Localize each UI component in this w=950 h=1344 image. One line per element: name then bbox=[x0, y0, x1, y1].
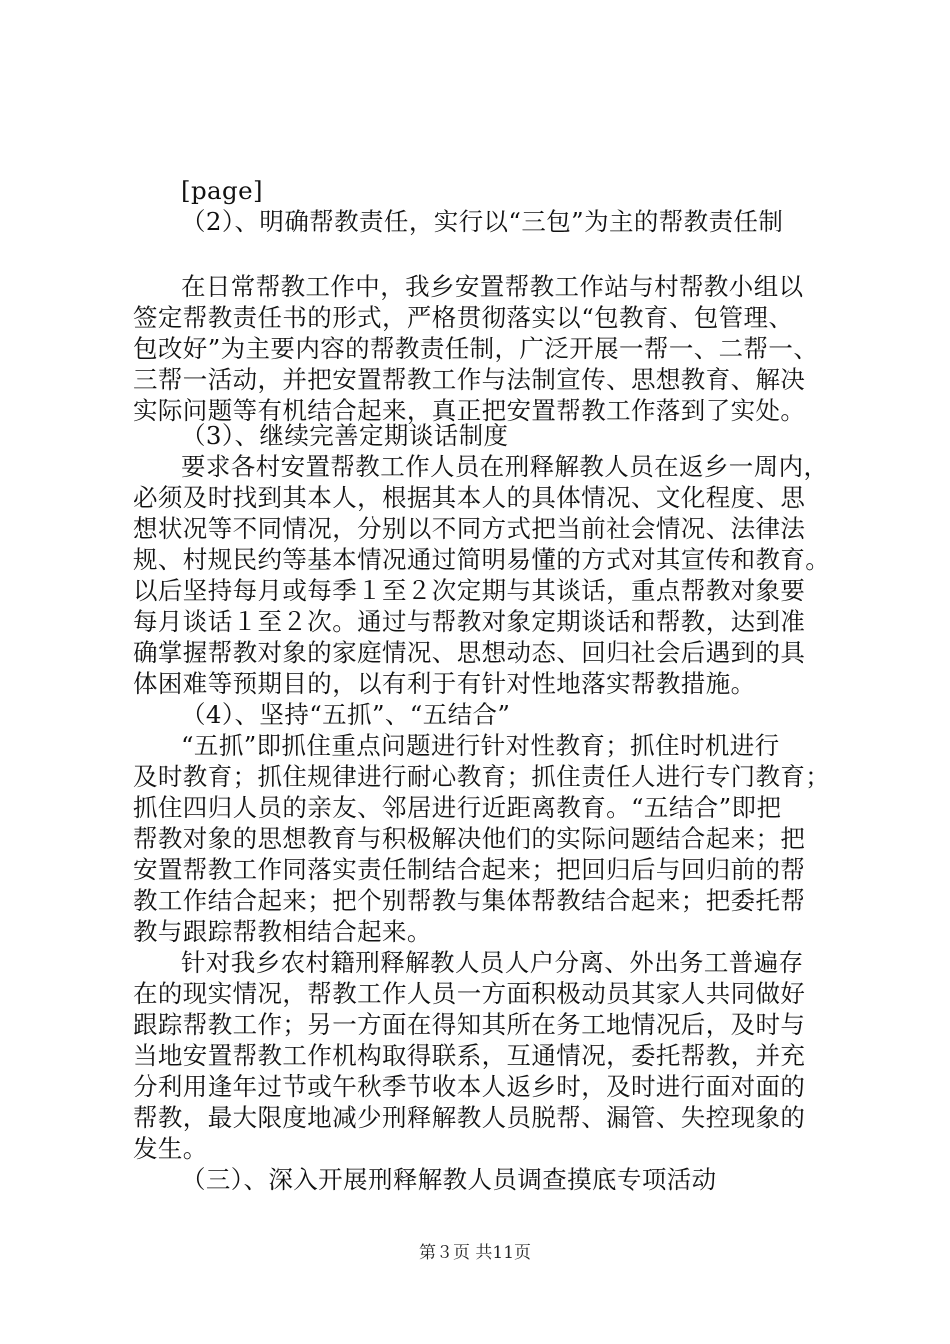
paragraph-2-line-6: 每月谈话１至２次。通过与帮教对象定期谈话和帮教，达到准 bbox=[133, 607, 806, 636]
paragraph-4-line-3: 跟踪帮教工作；另一方面在得知其所在务工地情况后，及时与 bbox=[133, 1010, 806, 1039]
paragraph-3-line-7: 教与跟踪帮教相结合起来。 bbox=[133, 917, 432, 946]
section-heading-3: （三）、深入开展刑释解教人员调查摸底专项活动 bbox=[181, 1165, 717, 1194]
paragraph-1-line-3: 包改好”为主要内容的帮教责任制，广泛开展一帮一、二帮一、 bbox=[133, 334, 819, 363]
paragraph-2-line-4: 规、村规民约等基本情况通过简明易懂的方式对其宣传和教育。 bbox=[133, 545, 831, 574]
subheading-2: （2）、明确帮教责任，实行以“三包”为主的帮教责任制 bbox=[181, 207, 784, 236]
subheading-4: （4）、坚持“五抓”、“五结合” bbox=[181, 700, 511, 729]
paragraph-3-line-3: 抓住四归人员的亲友、邻居进行近距离教育。“五结合”即把 bbox=[133, 793, 782, 822]
paragraph-1-line-1: 在日常帮教工作中，我乡安置帮教工作站与村帮教小组以 bbox=[181, 272, 804, 301]
subheading-3: （3）、继续完善定期谈话制度 bbox=[181, 421, 509, 450]
paragraph-1-line-5: 实际问题等有机结合起来，真正把安置帮教工作落到了实处。 bbox=[133, 396, 806, 425]
paragraph-2-line-2: 必须及时找到其本人，根据其本人的具体情况、文化程度、思 bbox=[133, 483, 806, 512]
paragraph-2-line-8: 体困难等预期目的，以有利于有针对性地落实帮教措施。 bbox=[133, 669, 756, 698]
paragraph-3-line-4: 帮教对象的思想教育与积极解决他们的实际问题结合起来；把 bbox=[133, 824, 806, 853]
paragraph-3-line-6: 教工作结合起来；把个别帮教与集体帮教结合起来；把委托帮 bbox=[133, 886, 806, 915]
paragraph-3-line-1: “五抓”即抓住重点问题进行针对性教育；抓住时机进行 bbox=[181, 731, 780, 760]
paragraph-2-line-5: 以后坚持每月或每季１至２次定期与其谈话，重点帮教对象要 bbox=[133, 576, 806, 605]
paragraph-3-line-5: 安置帮教工作同落实责任制结合起来；把回归后与回归前的帮 bbox=[133, 855, 806, 884]
paragraph-4-line-6: 帮教，最大限度地减少刑释解教人员脱帮、漏管、失控现象的 bbox=[133, 1103, 806, 1132]
page-footer: 第３页 共11页 bbox=[418, 1243, 532, 1263]
paragraph-4-line-4: 当地安置帮教工作机构取得联系，互通情况，委托帮教，并充 bbox=[133, 1041, 806, 1070]
page-marker: [page] bbox=[181, 176, 263, 205]
paragraph-4-line-7: 发生。 bbox=[133, 1134, 208, 1163]
paragraph-4-line-2: 在的现实情况，帮教工作人员一方面积极动员其家人共同做好 bbox=[133, 979, 806, 1008]
paragraph-1-line-2: 签定帮教责任书的形式，严格贯彻落实以“包教育、包管理、 bbox=[133, 303, 794, 332]
paragraph-2-line-7: 确掌握帮教对象的家庭情况、思想动态、回归社会后遇到的具 bbox=[133, 638, 806, 667]
paragraph-2-line-1: 要求各村安置帮教工作人员在刑释解教人员在返乡一周内， bbox=[181, 452, 829, 481]
paragraph-2-line-3: 想状况等不同情况，分别以不同方式把当前社会情况、法律法 bbox=[133, 514, 806, 543]
paragraph-3-line-2: 及时教育；抓住规律进行耐心教育；抓住责任人进行专门教育； bbox=[133, 762, 831, 791]
paragraph-4-line-1: 针对我乡农村籍刑释解教人员人户分离、外出务工普遍存 bbox=[181, 948, 804, 977]
paragraph-1-line-4: 三帮一活动，并把安置帮教工作与法制宣传、思想教育、解决 bbox=[133, 365, 806, 394]
paragraph-4-line-5: 分利用逢年过节或午秋季节收本人返乡时，及时进行面对面的 bbox=[133, 1072, 806, 1101]
